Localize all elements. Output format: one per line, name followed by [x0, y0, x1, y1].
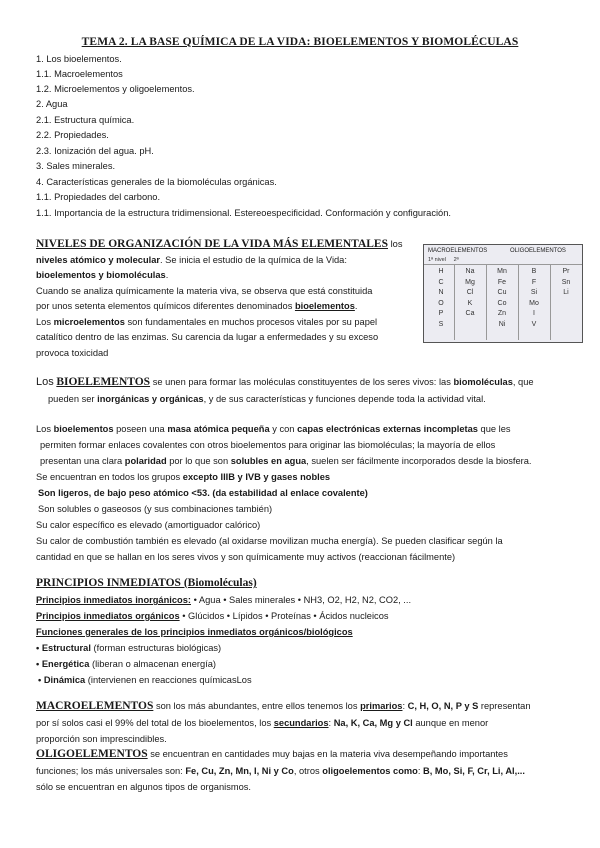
- toc-item: 2.3. Ionización del agua. pH.: [36, 146, 154, 156]
- text-fragment: , que: [512, 377, 534, 387]
- text-fragment: secundarios: [273, 718, 329, 728]
- table-cell: P: [438, 310, 444, 317]
- bioelements-table: [423, 244, 583, 343]
- table-cell: Sn: [561, 278, 571, 286]
- text-fragment: (forman estructuras biológicas): [93, 643, 222, 653]
- table-cell: Cl: [466, 289, 474, 296]
- text-fragment: .: [165, 270, 169, 280]
- text-fragment: :: [417, 766, 421, 776]
- oligoelementos-heading: OLIGOELEMENTOS: [36, 748, 148, 760]
- table-cell: B: [531, 268, 537, 275]
- text-fragment: • Energética: [36, 659, 90, 669]
- text-line: Su calor de combustión también es elevado (al oxidarse movilizan mucha energía). Se pueden clasificar según la: [36, 536, 503, 546]
- text-line: sólo se encuentran en algunos tipos de organismos.: [36, 782, 251, 792]
- table-cell: Ni: [498, 320, 506, 328]
- table-cell: Co: [497, 299, 507, 307]
- text-fragment: C, H, O, N, P y S: [407, 701, 479, 711]
- text-fragment: . Se inicia el estudio de la química de la Vida:: [160, 255, 347, 265]
- text-fragment: funciones; los más universales son:: [36, 766, 183, 776]
- text-fragment: excepto IIIB y IVB y gases nobles: [182, 472, 331, 482]
- text-fragment: microelementos: [53, 317, 125, 327]
- principios-heading: PRINCIPIOS INMEDIATOS (Biomoléculas): [36, 577, 257, 589]
- text-fragment: Los: [36, 317, 51, 327]
- table-column: [462, 267, 478, 320]
- text-fragment: (liberan o almacenan energía): [91, 659, 217, 669]
- text-fragment: y con: [272, 424, 295, 434]
- text-fragment: solubles en agua: [230, 456, 307, 466]
- table-subheader: [428, 257, 459, 263]
- text-fragment: pueden ser: [48, 394, 95, 404]
- text-fragment: primarios: [360, 701, 403, 711]
- text-line: cantidad en que se hallan en los seres vivos y son químicamente muy activos (reaccionan fácilmente): [36, 552, 456, 562]
- table-cell: Zn: [497, 310, 507, 317]
- table-cell: Mg: [465, 278, 475, 286]
- text-fragment: que les: [480, 424, 511, 434]
- macroelementos-heading: MACROELEMENTOS: [36, 700, 154, 712]
- text-fragment: Principios inmediatos orgánicos: [36, 611, 180, 621]
- table-cell: Mo: [529, 299, 539, 307]
- table-cell: K: [467, 299, 473, 307]
- text-fragment: 1ª nivel: [428, 257, 446, 263]
- text-fragment: • Dinámica: [38, 675, 86, 685]
- text-fragment: masa atómica pequeña: [167, 424, 270, 434]
- text-fragment: inorgánicas y orgánicas: [97, 394, 204, 404]
- table-cell: F: [531, 278, 537, 286]
- bioelementos-heading: BIOELEMENTOS: [56, 376, 151, 388]
- page-title: TEMA 2. LA BASE QUÍMICA DE LA VIDA: BIOELEMENTOS Y BIOMOLÉCULAS: [81, 36, 519, 48]
- table-cell: Na: [465, 268, 475, 275]
- text-fragment: capas electrónicas externas incompletas: [297, 424, 478, 434]
- text-fragment: • Agua • Sales minerales • NH3, O2, H2, N2, CO2, ...: [193, 595, 412, 605]
- text-fragment: • Estructural: [36, 643, 91, 653]
- table-column: [494, 267, 510, 330]
- text-fragment: Los: [36, 376, 54, 388]
- toc-item: 1.2. Microelementos y oligoelementos.: [36, 84, 195, 94]
- text-fragment: son fundamentales en muchos procesos vitales por su papel: [127, 317, 378, 327]
- text-fragment: son los más abundantes, entre ellos tenemos los: [155, 701, 358, 711]
- text-fragment: polaridad: [124, 456, 167, 466]
- text-line: Su calor específico es elevado (amortiguador calórico): [36, 520, 261, 530]
- text-line: permiten formar enlaces covalentes con otros bioelementos para originar las biomoléculas; la mayoría de ellos: [40, 440, 496, 450]
- text-fragment: bioelementos: [53, 424, 114, 434]
- table-header-oligo: OLIGOELEMENTOS: [510, 248, 566, 254]
- text-fragment: representan: [480, 701, 531, 711]
- text-fragment: Se encuentran en todos los grupos: [36, 472, 181, 482]
- text-fragment: por sí solos casi el 99% del total de los bioelementos, los: [36, 718, 272, 728]
- text-fragment: 2ª: [453, 257, 459, 263]
- table-column: [434, 267, 448, 330]
- text-fragment: Los: [36, 424, 51, 434]
- text-fragment: se encuentran en cantidades muy bajas en la materia viva desempeñando importantes: [150, 749, 508, 759]
- table-column: [526, 267, 542, 330]
- text-line: catalítico dentro de las enzimas. Su carencia da lugar a enfermedades y su exceso: [36, 332, 379, 342]
- table-cell: Pr: [562, 268, 570, 275]
- text-fragment: , y de sus características y funciones depende toda la actividad vital.: [203, 394, 486, 404]
- table-cell: N: [438, 289, 444, 296]
- text-line: Cuando se analiza químicamente la materia viva, se observa que está constituida: [36, 286, 373, 296]
- text-fragment: por unos setenta elementos químicos diferentes denominados: [36, 301, 293, 311]
- text-line: Funciones generales de los principios inmediatos orgánicos/biológicos: [36, 627, 353, 637]
- table-column: [558, 267, 574, 299]
- table-cell: S: [438, 320, 444, 328]
- toc-item: 1.1. Macroelementos: [36, 69, 123, 79]
- text-line: Son solubles o gaseosos (y sus combinaciones también): [38, 504, 273, 514]
- table-cell: Si: [530, 289, 538, 296]
- text-fragment: (intervienen en reacciones químicasLos: [87, 675, 252, 685]
- text-fragment: por lo que son: [169, 456, 229, 466]
- text-fragment: bioelementos y biomoléculas: [36, 270, 166, 280]
- text-line: Son ligeros, de bajo peso atómico <53. (da estabilidad al enlace covalente): [38, 488, 368, 498]
- toc-item: 2. Agua: [36, 99, 68, 109]
- table-cell: I: [533, 310, 535, 317]
- table-cell: Ca: [465, 310, 475, 317]
- text-fragment: se unen para formar las moléculas constituyentes de los seres vivos: las: [152, 377, 451, 387]
- table-cell: Cu: [497, 289, 507, 296]
- text-fragment: bioelementos: [294, 301, 355, 311]
- text-fragment: :: [328, 718, 332, 728]
- toc-item: 2.2. Propiedades.: [36, 130, 109, 140]
- toc-item: 1.1. Importancia de la estructura tridimensional. Estereoespecificidad. Conformación y configuración.: [36, 208, 451, 218]
- table-cell: H: [438, 268, 444, 275]
- text-fragment: poseen una: [116, 424, 165, 434]
- text-fragment: Principios inmediatos inorgánicos:: [36, 595, 191, 605]
- text-fragment: , otros: [293, 766, 320, 776]
- text-fragment: B, Mo, Si, F, Cr, Li, Al,...: [423, 766, 525, 776]
- table-cell: Fe: [497, 278, 507, 286]
- niveles-heading: NIVELES DE ORGANIZACIÓN DE LA VIDA MÁS ELEMENTALES: [36, 238, 388, 250]
- text-fragment: :: [402, 701, 406, 711]
- text-fragment: oligoelementos como: [322, 766, 418, 776]
- text-fragment: Fe, Cu, Zn, Mn, I, Ni y Co: [185, 766, 294, 776]
- text-fragment: Na, K, Ca, Mg y Cl: [333, 718, 413, 728]
- text-fragment: , suelen ser fácilmente incorporados desde la biosfera.: [306, 456, 532, 466]
- toc-item: 4. Características generales de la biomoléculas orgánicas.: [36, 177, 277, 187]
- text-fragment: biomoléculas: [453, 377, 513, 387]
- toc-item: 1.1. Propiedades del carbono.: [36, 192, 161, 202]
- table-cell: Li: [563, 289, 569, 296]
- text-line: proporción son imprescindibles.: [36, 734, 167, 744]
- text-fragment: presentan una clara: [40, 456, 123, 466]
- text-line: provoca toxicidad: [36, 348, 109, 358]
- table-header-macro: MACROELEMENTOS: [428, 248, 488, 254]
- text-fragment: niveles atómico y molecular: [36, 255, 161, 265]
- toc-item: 1. Los bioelementos.: [36, 54, 122, 64]
- table-cell: C: [438, 278, 444, 286]
- text-fragment: .: [354, 301, 358, 311]
- table-cell: V: [531, 320, 537, 328]
- text-fragment: los: [390, 239, 403, 249]
- text-fragment: aunque en menor: [415, 718, 489, 728]
- table-cell: O: [438, 299, 444, 307]
- text-fragment: • Glúcidos • Lípidos • Proteínas • Ácidos nucleicos: [182, 611, 389, 621]
- toc-item: 3. Sales minerales.: [36, 161, 116, 171]
- toc-item: 2.1. Estructura química.: [36, 115, 135, 125]
- table-cell: Mn: [497, 268, 507, 275]
